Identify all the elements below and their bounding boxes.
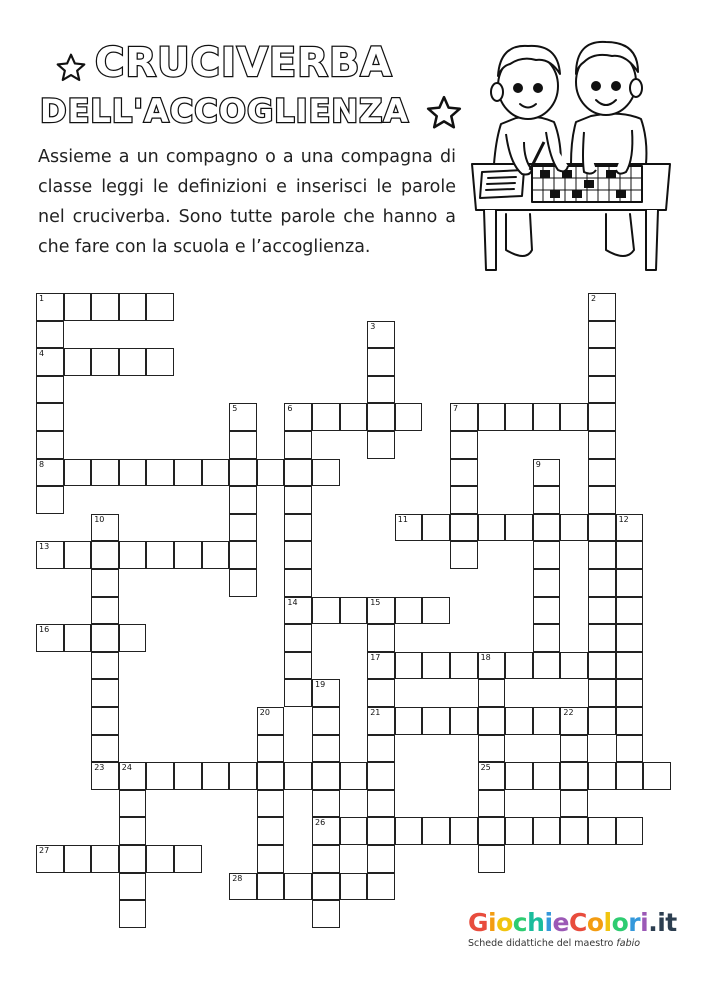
crossword-cell[interactable] xyxy=(36,321,64,349)
crossword-cell[interactable] xyxy=(229,541,257,569)
crossword-cell[interactable] xyxy=(588,652,616,680)
crossword-cell[interactable] xyxy=(367,845,395,873)
crossword-cell[interactable] xyxy=(588,459,616,487)
crossword-cell[interactable] xyxy=(91,679,119,707)
crossword-cell[interactable] xyxy=(395,597,423,625)
crossword-cell[interactable] xyxy=(146,348,174,376)
clue-number: 23 xyxy=(94,763,105,773)
crossword-cell[interactable] xyxy=(229,431,257,459)
crossword-cell[interactable] xyxy=(257,459,285,487)
logo-letter: i xyxy=(488,908,497,937)
clue-number: 10 xyxy=(94,514,105,524)
crossword-cell[interactable] xyxy=(202,459,230,487)
crossword-cell[interactable] xyxy=(588,569,616,597)
crossword-cell[interactable] xyxy=(36,431,64,459)
crossword-cell[interactable] xyxy=(533,514,561,542)
crossword-cell[interactable] xyxy=(36,541,64,569)
crossword-cell[interactable] xyxy=(91,459,119,487)
crossword-cell[interactable] xyxy=(616,569,644,597)
logo-letter: i xyxy=(544,908,553,937)
crossword-cell[interactable] xyxy=(91,541,119,569)
clue-number: 24 xyxy=(121,763,132,773)
crossword-cell[interactable] xyxy=(533,624,561,652)
crossword-cell[interactable] xyxy=(560,707,588,735)
crossword-cell[interactable] xyxy=(588,403,616,431)
crossword-cell[interactable] xyxy=(257,790,285,818)
crossword-cell[interactable] xyxy=(119,541,147,569)
crossword-cell[interactable] xyxy=(229,569,257,597)
clue-number: 26 xyxy=(315,818,326,828)
crossword-cell[interactable] xyxy=(312,790,340,818)
crossword-cell[interactable] xyxy=(174,762,202,790)
crossword-cell[interactable] xyxy=(202,541,230,569)
crossword-cell[interactable] xyxy=(422,817,450,845)
crossword-cell[interactable] xyxy=(36,376,64,404)
crossword-cell[interactable] xyxy=(257,873,285,901)
logo-letter: o xyxy=(496,908,513,937)
clue-number: 20 xyxy=(259,708,270,717)
crossword-cell[interactable] xyxy=(312,873,340,901)
crossword-cell[interactable] xyxy=(367,817,395,845)
crossword-cell[interactable] xyxy=(478,790,506,818)
crossword-cell[interactable] xyxy=(119,790,147,818)
crossword-cell[interactable] xyxy=(533,817,561,845)
clue-number: 25 xyxy=(480,763,491,773)
crossword-cell[interactable] xyxy=(395,514,423,542)
crossword-cell[interactable] xyxy=(616,679,644,707)
crossword-cell[interactable] xyxy=(91,735,119,763)
crossword-cell[interactable] xyxy=(560,735,588,763)
crossword-cell[interactable] xyxy=(257,845,285,873)
instructions-text: Assieme a un compagno o a una compagna di classe leggi le definizioni e inserisci le parole nel cruciverba. Sono tutte parole che hanno a che fare con la scuola e l’accoglienza. xyxy=(38,147,456,257)
crossword-cell[interactable] xyxy=(312,900,340,928)
crossword-cell[interactable] xyxy=(146,293,174,321)
crossword-cell[interactable] xyxy=(560,403,588,431)
crossword-cell[interactable] xyxy=(560,762,588,790)
crossword-cell[interactable] xyxy=(229,514,257,542)
crossword-cell[interactable] xyxy=(643,762,671,790)
crossword-cell[interactable] xyxy=(312,403,340,431)
clue-number: 17 xyxy=(370,652,381,662)
crossword-cell[interactable] xyxy=(284,541,312,569)
crossword-cell[interactable] xyxy=(367,652,395,680)
clue-number: 6 xyxy=(287,404,293,414)
crossword-cell[interactable] xyxy=(91,569,119,597)
crossword-cell[interactable] xyxy=(64,459,92,487)
clue-number: 8 xyxy=(39,459,45,469)
crossword-cell[interactable] xyxy=(588,486,616,514)
crossword-cell[interactable] xyxy=(257,707,285,735)
crossword-cell[interactable] xyxy=(64,541,92,569)
crossword-cell[interactable] xyxy=(450,707,478,735)
crossword-cell[interactable] xyxy=(367,762,395,790)
crossword-cell[interactable] xyxy=(588,679,616,707)
crossword-cell[interactable] xyxy=(450,459,478,487)
crossword-cell[interactable] xyxy=(367,403,395,431)
crossword-cell[interactable] xyxy=(284,403,312,431)
crossword-cell[interactable] xyxy=(36,486,64,514)
crossword-cell[interactable] xyxy=(284,597,312,625)
crossword-cell[interactable] xyxy=(312,707,340,735)
crossword-cell[interactable] xyxy=(560,817,588,845)
crossword-cell[interactable] xyxy=(91,845,119,873)
crossword-cell[interactable] xyxy=(533,597,561,625)
crossword-cell[interactable] xyxy=(505,652,533,680)
crossword-cell[interactable] xyxy=(367,873,395,901)
crossword-cell[interactable] xyxy=(367,597,395,625)
crossword-cell[interactable] xyxy=(36,293,64,321)
crossword-cell[interactable] xyxy=(312,762,340,790)
crossword-cell[interactable] xyxy=(588,541,616,569)
logo-text xyxy=(468,908,677,937)
crossword-cell[interactable] xyxy=(395,707,423,735)
crossword-cell[interactable] xyxy=(284,486,312,514)
crossword-cell[interactable] xyxy=(588,293,616,321)
crossword-cell[interactable] xyxy=(588,624,616,652)
crossword-cell[interactable] xyxy=(174,845,202,873)
crossword-cell[interactable] xyxy=(616,541,644,569)
clue-number: 12 xyxy=(618,514,629,524)
crossword-cell[interactable] xyxy=(36,403,64,431)
crossword-cell[interactable] xyxy=(478,817,506,845)
logo-letter: C xyxy=(568,908,587,937)
clue-number: 16 xyxy=(39,625,50,635)
crossword-cell[interactable] xyxy=(505,817,533,845)
title-line-2: DELL'ACCOGLIENZA xyxy=(40,92,410,130)
crossword-cell[interactable] xyxy=(229,403,257,431)
crossword-cell[interactable] xyxy=(505,707,533,735)
crossword-cell[interactable] xyxy=(505,403,533,431)
crossword-cell[interactable] xyxy=(478,707,506,735)
crossword-cell[interactable] xyxy=(588,597,616,625)
crossword-cell[interactable] xyxy=(284,679,312,707)
crossword-cell[interactable] xyxy=(588,707,616,735)
crossword-cell[interactable] xyxy=(588,348,616,376)
crossword-cell[interactable] xyxy=(616,735,644,763)
crossword-cell[interactable] xyxy=(367,376,395,404)
crossword-cell[interactable] xyxy=(64,624,92,652)
crossword-cell[interactable] xyxy=(395,817,423,845)
crossword-cell[interactable] xyxy=(450,817,478,845)
crossword-cell[interactable] xyxy=(367,431,395,459)
crossword-cell[interactable] xyxy=(119,873,147,901)
crossword-cell[interactable] xyxy=(478,735,506,763)
crossword-cell[interactable] xyxy=(616,762,644,790)
crossword-cell[interactable] xyxy=(616,652,644,680)
crossword-cell[interactable] xyxy=(257,735,285,763)
crossword-cell[interactable] xyxy=(257,762,285,790)
crossword-cell[interactable] xyxy=(450,486,478,514)
crossword-cell[interactable] xyxy=(284,569,312,597)
crossword-cell[interactable] xyxy=(616,707,644,735)
crossword-cell[interactable] xyxy=(422,652,450,680)
site-logo xyxy=(468,908,677,949)
crossword-cell[interactable] xyxy=(312,597,340,625)
crossword-cell[interactable] xyxy=(146,845,174,873)
crossword-cell[interactable] xyxy=(229,486,257,514)
clue-number: 11 xyxy=(397,514,408,524)
crossword-cell[interactable] xyxy=(533,652,561,680)
logo-letter: o xyxy=(586,908,604,937)
crossword-cell[interactable] xyxy=(312,735,340,763)
crossword-cell[interactable] xyxy=(284,873,312,901)
crossword-cell[interactable] xyxy=(505,762,533,790)
crossword-cell[interactable] xyxy=(312,459,340,487)
crossword-cell[interactable] xyxy=(560,514,588,542)
logo-author: fabio xyxy=(616,938,641,949)
logo-letter: o xyxy=(611,908,629,937)
crossword-cell[interactable] xyxy=(533,541,561,569)
crossword-cell[interactable] xyxy=(395,403,423,431)
crossword-cell[interactable] xyxy=(340,817,368,845)
crossword-cell[interactable] xyxy=(505,514,533,542)
crossword-cell[interactable] xyxy=(36,624,64,652)
logo-letter: l xyxy=(603,908,612,937)
logo-letter: .it xyxy=(648,908,677,937)
crossword-cell[interactable] xyxy=(588,431,616,459)
crossword-cell[interactable] xyxy=(174,541,202,569)
crossword-cell[interactable] xyxy=(367,624,395,652)
crossword-cell[interactable] xyxy=(478,403,506,431)
logo-letter: h xyxy=(527,908,545,937)
crossword-cell[interactable] xyxy=(533,569,561,597)
crossword-cell[interactable] xyxy=(91,624,119,652)
crossword-cell[interactable] xyxy=(588,817,616,845)
crossword-cell[interactable] xyxy=(367,321,395,349)
clue-number: 19 xyxy=(315,680,326,690)
clue-number: 21 xyxy=(370,708,381,717)
crossword-cell[interactable] xyxy=(146,541,174,569)
crossword-cell[interactable] xyxy=(367,679,395,707)
crossword-cell[interactable] xyxy=(119,348,147,376)
crossword-cell[interactable] xyxy=(91,597,119,625)
clue-number: 14 xyxy=(287,597,298,607)
crossword-cell[interactable] xyxy=(119,817,147,845)
crossword-cell[interactable] xyxy=(450,403,478,431)
crossword-cell[interactable] xyxy=(229,762,257,790)
crossword-cell[interactable] xyxy=(174,459,202,487)
crossword-cell[interactable] xyxy=(340,762,368,790)
clue-number: 3 xyxy=(370,321,376,331)
crossword-cell[interactable] xyxy=(478,652,506,680)
clue-number: 4 xyxy=(39,349,45,359)
crossword-cell[interactable] xyxy=(588,376,616,404)
crossword-cell[interactable] xyxy=(478,514,506,542)
crossword-cell[interactable] xyxy=(284,431,312,459)
crossword-cell[interactable] xyxy=(616,817,644,845)
crossword-cell[interactable] xyxy=(202,762,230,790)
crossword-cell[interactable] xyxy=(36,845,64,873)
crossword-cell[interactable] xyxy=(478,762,506,790)
crossword-cell[interactable] xyxy=(64,348,92,376)
crossword-cell[interactable] xyxy=(64,293,92,321)
crossword-cell[interactable] xyxy=(340,873,368,901)
clue-number: 5 xyxy=(232,404,238,414)
crossword-cell[interactable] xyxy=(36,459,64,487)
clue-number: 22 xyxy=(563,708,574,717)
crossword-cell[interactable] xyxy=(146,762,174,790)
crossword-cell[interactable] xyxy=(340,403,368,431)
crossword-cell[interactable] xyxy=(284,514,312,542)
crossword-cell[interactable] xyxy=(533,762,561,790)
crossword-cell[interactable] xyxy=(367,707,395,735)
crossword-cell[interactable] xyxy=(450,541,478,569)
crossword-cell[interactable] xyxy=(616,597,644,625)
crossword-cell[interactable] xyxy=(340,597,368,625)
crossword-cell[interactable] xyxy=(312,845,340,873)
crossword-cell[interactable] xyxy=(257,817,285,845)
crossword-cell[interactable] xyxy=(284,624,312,652)
crossword-cell[interactable] xyxy=(229,873,257,901)
crossword-cell[interactable] xyxy=(91,762,119,790)
crossword-cell[interactable] xyxy=(367,790,395,818)
crossword-cell[interactable] xyxy=(422,514,450,542)
crossword-cell[interactable] xyxy=(91,652,119,680)
crossword-cell[interactable] xyxy=(533,403,561,431)
crossword-cell[interactable] xyxy=(146,459,174,487)
crossword-cell[interactable] xyxy=(119,459,147,487)
crossword-cell[interactable] xyxy=(616,514,644,542)
crossword-cell[interactable] xyxy=(560,652,588,680)
crossword-cell[interactable] xyxy=(422,707,450,735)
crossword-cell[interactable] xyxy=(284,652,312,680)
crossword-cell[interactable] xyxy=(91,293,119,321)
crossword-cell[interactable] xyxy=(533,707,561,735)
clue-number: 13 xyxy=(39,542,50,552)
crossword-cell[interactable] xyxy=(533,459,561,487)
crossword-cell[interactable] xyxy=(588,321,616,349)
crossword-cell[interactable] xyxy=(588,514,616,542)
logo-letter: c xyxy=(512,908,528,937)
crossword-cell[interactable] xyxy=(119,845,147,873)
clue-number: 2 xyxy=(591,294,597,303)
clue-number: 27 xyxy=(39,846,50,855)
crossword-cell[interactable] xyxy=(588,762,616,790)
crossword-cell[interactable] xyxy=(395,652,423,680)
crossword-cell[interactable] xyxy=(91,707,119,735)
crossword-cell[interactable] xyxy=(312,817,340,845)
crossword-cell[interactable] xyxy=(119,293,147,321)
logo-letter: r xyxy=(628,908,641,937)
crossword-cell[interactable] xyxy=(284,762,312,790)
crossword-cell[interactable] xyxy=(119,900,147,928)
logo-letter: i xyxy=(640,908,649,937)
crossword-cell[interactable] xyxy=(229,459,257,487)
clue-number: 1 xyxy=(39,294,45,303)
title-line-1: CRUCIVERBA xyxy=(95,40,393,86)
crossword-cell[interactable] xyxy=(560,790,588,818)
clue-number: 28 xyxy=(232,873,243,883)
crossword-cell[interactable] xyxy=(119,624,147,652)
crossword-cell[interactable] xyxy=(284,459,312,487)
crossword-cell[interactable] xyxy=(450,431,478,459)
crossword-cell[interactable] xyxy=(119,762,147,790)
logo-letter: e xyxy=(552,908,569,937)
crossword-cell[interactable] xyxy=(367,348,395,376)
crossword-cell[interactable] xyxy=(478,845,506,873)
crossword-cell[interactable] xyxy=(478,679,506,707)
clue-number: 18 xyxy=(480,652,491,662)
crossword-cell[interactable] xyxy=(312,679,340,707)
crossword-cell[interactable] xyxy=(64,845,92,873)
logo-subtitle: Schede didattiche del maestro fabio xyxy=(468,938,641,949)
crossword-cell[interactable] xyxy=(533,486,561,514)
crossword-cell[interactable] xyxy=(422,597,450,625)
crossword-cell[interactable] xyxy=(616,624,644,652)
clue-number: 15 xyxy=(370,597,381,607)
clue-number: 7 xyxy=(453,404,459,414)
crossword-cell[interactable] xyxy=(450,514,478,542)
crossword-cell[interactable] xyxy=(91,514,119,542)
crossword-cell[interactable] xyxy=(36,348,64,376)
clue-number: 9 xyxy=(535,459,541,469)
crossword-cell[interactable] xyxy=(91,348,119,376)
logo-letter: G xyxy=(468,908,489,937)
crossword-cell[interactable] xyxy=(450,652,478,680)
crossword-cell[interactable] xyxy=(367,735,395,763)
